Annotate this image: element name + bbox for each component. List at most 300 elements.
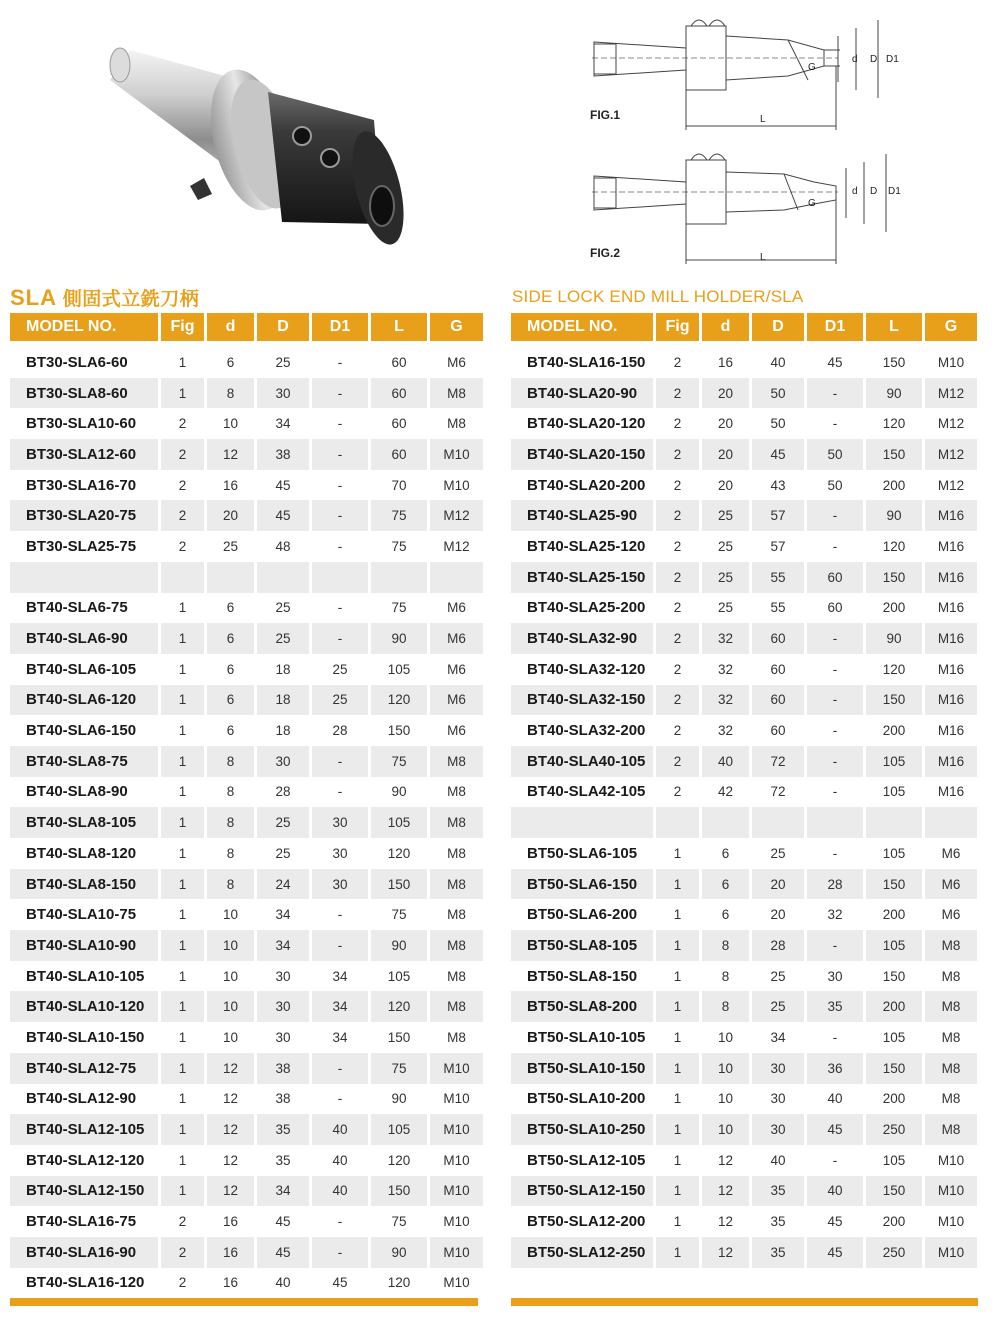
cell-G: M10 xyxy=(937,354,965,370)
dim-d-label: d xyxy=(852,54,858,65)
cell-D: 18 xyxy=(257,685,309,716)
table-row xyxy=(511,1206,977,1237)
cell-D: 30 xyxy=(257,378,309,409)
cell-d: 6 xyxy=(721,845,730,861)
cell-d: 8 xyxy=(207,746,254,777)
cell-D1: 40 xyxy=(807,1176,863,1207)
cell-D: 20 xyxy=(752,869,804,900)
cell-model: BT40-SLA12-105 xyxy=(10,1114,158,1145)
cell-G: M16 xyxy=(937,661,965,677)
cell-D1: 25 xyxy=(312,685,368,716)
cell-G: M10 xyxy=(925,1176,977,1207)
cell-D: 18 xyxy=(275,661,291,677)
cell-d: 16 xyxy=(222,1214,239,1230)
column-header-model: MODEL NO. xyxy=(511,313,653,347)
cell-D1: - xyxy=(832,416,838,432)
cell-G: M6 xyxy=(447,354,466,370)
cell-L: 75 xyxy=(391,600,407,616)
cell-L: 75 xyxy=(371,746,427,777)
cell-G: M12 xyxy=(925,439,977,470)
cell-G: M8 xyxy=(430,807,483,838)
table-row xyxy=(511,378,977,409)
cell-L: 200 xyxy=(882,477,906,493)
cell-fig: 2 xyxy=(673,723,682,739)
cell-L: 150 xyxy=(371,869,427,900)
cell-L: 60 xyxy=(391,416,407,432)
cell-D1: 30 xyxy=(312,869,368,900)
table-row xyxy=(511,593,977,624)
cell-G xyxy=(925,807,977,838)
table-row xyxy=(511,347,977,378)
cell-G: M10 xyxy=(430,1237,483,1268)
table-row xyxy=(511,1145,977,1176)
table-row xyxy=(511,991,977,1022)
cell-D1: - xyxy=(807,685,863,716)
cell-G: M10 xyxy=(443,1275,470,1291)
cell-L: 200 xyxy=(882,907,906,923)
cell-L: 150 xyxy=(882,968,906,984)
table-row xyxy=(10,623,483,654)
cell-model: BT40-SLA25-120 xyxy=(527,537,646,555)
cell-D1: 45 xyxy=(807,1114,863,1145)
cell-d: 6 xyxy=(226,600,235,616)
cell-d: 8 xyxy=(226,784,235,800)
cell-D1: - xyxy=(337,1214,343,1230)
table-row xyxy=(511,838,977,869)
cell-fig: 2 xyxy=(673,661,682,677)
cell-D1: - xyxy=(807,746,863,777)
cell-model: BT40-SLA40-105 xyxy=(511,746,653,777)
cell-fig: 2 xyxy=(161,439,204,470)
cell-L: 200 xyxy=(866,991,922,1022)
cell-D1: 25 xyxy=(332,661,348,677)
cell-fig: 1 xyxy=(673,1091,682,1107)
cell-G: M6 xyxy=(447,600,466,616)
cell-G: M8 xyxy=(941,1029,961,1045)
cell-d: 12 xyxy=(717,1152,734,1168)
cell-G: M6 xyxy=(941,907,961,923)
cell-d: 25 xyxy=(702,500,749,531)
cell-fig: 1 xyxy=(178,723,187,739)
cell-L: 120 xyxy=(387,1275,411,1291)
cell-d: 6 xyxy=(207,685,254,716)
cell-D: 30 xyxy=(752,1053,804,1084)
cell-D: 25 xyxy=(275,354,291,370)
table-row xyxy=(10,899,483,930)
table-row xyxy=(10,991,483,1022)
dim-L-label: L xyxy=(760,114,766,125)
cell-D1: 30 xyxy=(312,807,368,838)
cell-G: M8 xyxy=(941,968,961,984)
table-row xyxy=(10,1206,483,1237)
cell-model: BT40-SLA8-150 xyxy=(10,869,158,900)
bottom-divider-left xyxy=(10,1298,478,1306)
technical-drawings xyxy=(588,6,908,274)
cell-L: 70 xyxy=(391,477,407,493)
cell-D1: - xyxy=(312,500,368,531)
table-row xyxy=(511,1084,977,1115)
cell-G: M16 xyxy=(937,538,965,554)
cell-d: 40 xyxy=(702,746,749,777)
cell-D1: - xyxy=(312,930,368,961)
cell-d: 12 xyxy=(717,1214,734,1230)
column-header-d: d xyxy=(207,313,254,347)
cell-model: BT40-SLA20-120 xyxy=(527,415,646,433)
cell-d: 32 xyxy=(717,723,734,739)
cell-D: 30 xyxy=(770,1091,786,1107)
table-row xyxy=(10,1268,483,1299)
cell-fig: 2 xyxy=(656,623,699,654)
cell-model: BT40-SLA10-150 xyxy=(26,1028,145,1046)
cell-d: 16 xyxy=(207,1237,254,1268)
cell-model: BT40-SLA20-200 xyxy=(527,476,646,494)
cell-d: 12 xyxy=(702,1176,749,1207)
cell-D: 50 xyxy=(752,378,804,409)
title-text-zh: 側固式立銑刀柄 xyxy=(62,289,200,310)
cell-model: BT50-SLA10-150 xyxy=(511,1053,653,1084)
cell-model xyxy=(511,807,653,838)
cell-model: BT40-SLA25-150 xyxy=(511,562,653,593)
cell-fig: 2 xyxy=(178,538,187,554)
cell-D1: 34 xyxy=(332,1029,348,1045)
table-row xyxy=(10,1022,483,1053)
cell-L: 90 xyxy=(371,623,427,654)
cell-G: M8 xyxy=(430,378,483,409)
cell-D: 40 xyxy=(770,354,786,370)
cell-D1: - xyxy=(337,1091,343,1107)
cell-fig: 1 xyxy=(656,930,699,961)
cell-G: M10 xyxy=(443,1214,470,1230)
cell-fig xyxy=(161,562,204,593)
cell-fig: 1 xyxy=(178,784,187,800)
table-row xyxy=(511,439,977,470)
cell-G: M8 xyxy=(430,746,483,777)
cell-D: 38 xyxy=(257,1053,309,1084)
cell-G: M8 xyxy=(925,1053,977,1084)
cell-fig: 2 xyxy=(178,416,187,432)
cell-D: 45 xyxy=(275,477,291,493)
cell-D1: - xyxy=(832,1029,838,1045)
cell-G: M8 xyxy=(447,845,466,861)
cell-D1: - xyxy=(312,1053,368,1084)
cell-L: 120 xyxy=(882,661,906,677)
table-row xyxy=(10,347,483,378)
table-row xyxy=(511,1237,977,1268)
cell-fig: 1 xyxy=(178,661,187,677)
table-row xyxy=(511,1176,977,1207)
cell-L: 200 xyxy=(882,1214,906,1230)
cell-d: 12 xyxy=(207,439,254,470)
cell-D1: - xyxy=(337,600,343,616)
table-row xyxy=(10,500,483,531)
cell-d: 32 xyxy=(702,685,749,716)
cell-d: 32 xyxy=(717,661,734,677)
cell-D: 50 xyxy=(770,416,786,432)
table-row xyxy=(10,869,483,900)
cell-model: BT40-SLA25-200 xyxy=(527,599,646,617)
table-row xyxy=(10,1237,483,1268)
cell-d: 25 xyxy=(702,562,749,593)
cell-d: 6 xyxy=(226,661,235,677)
table-row xyxy=(10,378,483,409)
cell-d xyxy=(207,562,254,593)
cell-D: 25 xyxy=(770,968,786,984)
table-row xyxy=(511,899,977,930)
cell-d: 16 xyxy=(717,354,734,370)
cell-model: BT50-SLA6-200 xyxy=(527,906,638,924)
cell-D1: 50 xyxy=(827,477,843,493)
cell-fig: 1 xyxy=(656,991,699,1022)
cell-D1: - xyxy=(832,661,838,677)
table-row xyxy=(10,685,483,716)
cell-d: 8 xyxy=(702,991,749,1022)
cell-d: 10 xyxy=(717,1029,734,1045)
cell-d: 25 xyxy=(222,538,239,554)
cell-model: BT40-SLA8-75 xyxy=(10,746,158,777)
cell-d: 25 xyxy=(717,600,734,616)
cell-D1: 32 xyxy=(827,907,843,923)
cell-L: 250 xyxy=(866,1114,922,1145)
cell-L: 75 xyxy=(371,1053,427,1084)
cell-fig: 1 xyxy=(178,1029,187,1045)
cell-G: M10 xyxy=(443,477,470,493)
cell-d: 10 xyxy=(222,907,239,923)
cell-D: 60 xyxy=(752,623,804,654)
cell-fig: 1 xyxy=(673,968,682,984)
dim-d-label-2: d xyxy=(852,186,858,197)
cell-L: 120 xyxy=(387,1152,411,1168)
dim-D1-label-2: D1 xyxy=(888,186,901,197)
cell-fig: 1 xyxy=(178,968,187,984)
cell-fig: 1 xyxy=(161,378,204,409)
cell-model: BT40-SLA32-200 xyxy=(527,722,646,740)
cell-model: BT40-SLA6-120 xyxy=(10,685,158,716)
cell-L: 90 xyxy=(391,784,407,800)
cell-D1: 45 xyxy=(827,354,843,370)
title-brand: SLA xyxy=(10,285,57,310)
table-row xyxy=(10,746,483,777)
column-header-D1: D1 xyxy=(312,313,368,347)
cell-L: 90 xyxy=(391,1091,407,1107)
cell-L: 150 xyxy=(371,1176,427,1207)
cell-D1: - xyxy=(312,623,368,654)
cell-d: 12 xyxy=(207,1114,254,1145)
cell-L: 150 xyxy=(866,869,922,900)
cell-L: 150 xyxy=(866,439,922,470)
cell-D: 35 xyxy=(275,1152,291,1168)
cell-D1: - xyxy=(807,930,863,961)
cell-D1: - xyxy=(832,723,838,739)
cell-D1: - xyxy=(337,538,343,554)
cell-L xyxy=(866,807,922,838)
table-header-row xyxy=(10,313,483,347)
cell-L: 105 xyxy=(866,746,922,777)
cell-model: BT40-SLA10-105 xyxy=(26,967,145,985)
cell-d: 6 xyxy=(226,354,235,370)
cell-D1: - xyxy=(832,1152,838,1168)
table-row xyxy=(10,930,483,961)
cell-L: 75 xyxy=(391,538,407,554)
cell-D: 25 xyxy=(770,845,786,861)
cell-model: BT40-SLA20-90 xyxy=(511,378,653,409)
cell-D xyxy=(257,562,309,593)
cell-fig: 1 xyxy=(673,1214,682,1230)
cell-G: M10 xyxy=(430,439,483,470)
cell-model: BT40-SLA6-150 xyxy=(26,722,137,740)
cell-d: 6 xyxy=(721,907,730,923)
column-header-fig: Fig xyxy=(656,313,699,347)
cell-G: M16 xyxy=(925,500,977,531)
cell-fig: 1 xyxy=(178,845,187,861)
cell-model: BT40-SLA8-90 xyxy=(26,783,128,801)
cell-d: 12 xyxy=(702,1237,749,1268)
cell-D: 45 xyxy=(257,1237,309,1268)
cell-d: 20 xyxy=(702,439,749,470)
cell-D1: - xyxy=(832,784,838,800)
cell-G: M8 xyxy=(941,1091,961,1107)
cell-fig: 2 xyxy=(673,416,682,432)
cell-G: M10 xyxy=(925,1237,977,1268)
table-row xyxy=(511,500,977,531)
cell-model: BT40-SLA32-150 xyxy=(511,685,653,716)
cell-D: 38 xyxy=(257,439,309,470)
cell-fig: 1 xyxy=(161,869,204,900)
cell-G: M8 xyxy=(447,784,466,800)
cell-D1: 45 xyxy=(332,1275,348,1291)
cell-G: M6 xyxy=(430,623,483,654)
cell-L: 60 xyxy=(391,354,407,370)
cell-D: 45 xyxy=(257,500,309,531)
cell-L: 105 xyxy=(866,930,922,961)
cell-D1: 35 xyxy=(807,991,863,1022)
cell-G xyxy=(430,562,483,593)
cell-L: 60 xyxy=(371,439,427,470)
column-header-D1: D1 xyxy=(807,313,863,347)
cell-G: M12 xyxy=(937,477,965,493)
cell-L: 90 xyxy=(371,1237,427,1268)
dim-L-label-2: L xyxy=(760,252,766,263)
cell-L: 90 xyxy=(866,500,922,531)
cell-D1: - xyxy=(807,623,863,654)
table-row xyxy=(511,869,977,900)
cell-fig: 1 xyxy=(161,1053,204,1084)
cell-fig: 1 xyxy=(178,354,187,370)
cell-L: 120 xyxy=(882,538,906,554)
table-row xyxy=(511,1053,977,1084)
fig2-label: FIG.2 xyxy=(590,246,621,260)
cell-D: 55 xyxy=(770,600,786,616)
cell-fig: 2 xyxy=(178,1275,187,1291)
cell-model: BT30-SLA20-75 xyxy=(10,500,158,531)
table-row xyxy=(10,1084,483,1115)
cell-D: 24 xyxy=(257,869,309,900)
cell-d: 16 xyxy=(222,1275,239,1291)
table-row xyxy=(511,961,977,992)
column-header-G: G xyxy=(925,313,977,347)
cell-G: M12 xyxy=(443,538,470,554)
cell-D1: - xyxy=(312,746,368,777)
table-spacer-row xyxy=(10,562,483,593)
cell-d: 32 xyxy=(702,623,749,654)
cell-D: 35 xyxy=(752,1176,804,1207)
cell-fig: 1 xyxy=(178,600,187,616)
cell-model: BT40-SLA16-90 xyxy=(10,1237,158,1268)
cell-model: BT40-SLA8-120 xyxy=(26,844,137,862)
cell-model: BT40-SLA6-90 xyxy=(10,623,158,654)
cell-G: M6 xyxy=(925,869,977,900)
cell-D: 35 xyxy=(752,1237,804,1268)
cell-model: BT40-SLA12-75 xyxy=(10,1053,158,1084)
cell-d: 8 xyxy=(226,845,235,861)
cell-G: M8 xyxy=(430,869,483,900)
cell-fig: 2 xyxy=(656,439,699,470)
cell-D: 34 xyxy=(275,416,291,432)
cell-D1: - xyxy=(807,378,863,409)
cell-d: 12 xyxy=(207,1176,254,1207)
cell-fig: 2 xyxy=(656,500,699,531)
cell-fig: 1 xyxy=(656,1114,699,1145)
cell-L: 75 xyxy=(391,1214,407,1230)
cell-L: 105 xyxy=(371,807,427,838)
cell-G: M10 xyxy=(937,1152,965,1168)
cell-L: 150 xyxy=(882,354,906,370)
cell-D: 25 xyxy=(275,600,291,616)
cell-fig: 2 xyxy=(178,477,187,493)
cell-fig: 1 xyxy=(161,746,204,777)
bottom-divider-right xyxy=(511,1298,978,1306)
cell-d: 10 xyxy=(702,1053,749,1084)
cell-model: BT40-SLA32-90 xyxy=(511,623,653,654)
cell-model: BT50-SLA10-250 xyxy=(511,1114,653,1145)
table-row xyxy=(511,562,977,593)
column-header-L: L xyxy=(371,313,427,347)
cell-model: BT50-SLA8-150 xyxy=(527,967,638,985)
cell-G: M16 xyxy=(937,600,965,616)
cell-D: 45 xyxy=(275,1214,291,1230)
cell-D1: 45 xyxy=(827,1214,843,1230)
cell-model: BT50-SLA6-105 xyxy=(527,844,638,862)
cell-D: 72 xyxy=(770,784,786,800)
cell-D1: 45 xyxy=(807,1237,863,1268)
cell-model: BT40-SLA16-75 xyxy=(26,1213,137,1231)
cell-D: 30 xyxy=(257,746,309,777)
spec-table-right xyxy=(508,313,980,1268)
cell-G: M6 xyxy=(447,661,466,677)
table-row xyxy=(10,1053,483,1084)
cell-d: 10 xyxy=(207,930,254,961)
table-row xyxy=(511,1022,977,1053)
cell-D1: 34 xyxy=(332,968,348,984)
table-row xyxy=(511,623,977,654)
cell-D: 40 xyxy=(770,1152,786,1168)
dim-G-label-2: G xyxy=(808,198,816,209)
cell-L: 105 xyxy=(882,1029,906,1045)
column-header-G: G xyxy=(430,313,483,347)
cell-D1: - xyxy=(337,354,343,370)
cell-D: 55 xyxy=(752,562,804,593)
cell-G: M16 xyxy=(925,562,977,593)
cell-fig: 2 xyxy=(673,477,682,493)
cell-fig: 2 xyxy=(656,685,699,716)
spec-table-left xyxy=(7,313,486,1298)
column-header-model: MODEL NO. xyxy=(10,313,158,347)
cell-fig: 1 xyxy=(161,685,204,716)
cell-D: 34 xyxy=(770,1029,786,1045)
cell-G: M8 xyxy=(447,416,466,432)
cell-model: BT40-SLA6-105 xyxy=(26,660,137,678)
cell-d: 20 xyxy=(207,500,254,531)
table-spacer-row xyxy=(511,807,977,838)
